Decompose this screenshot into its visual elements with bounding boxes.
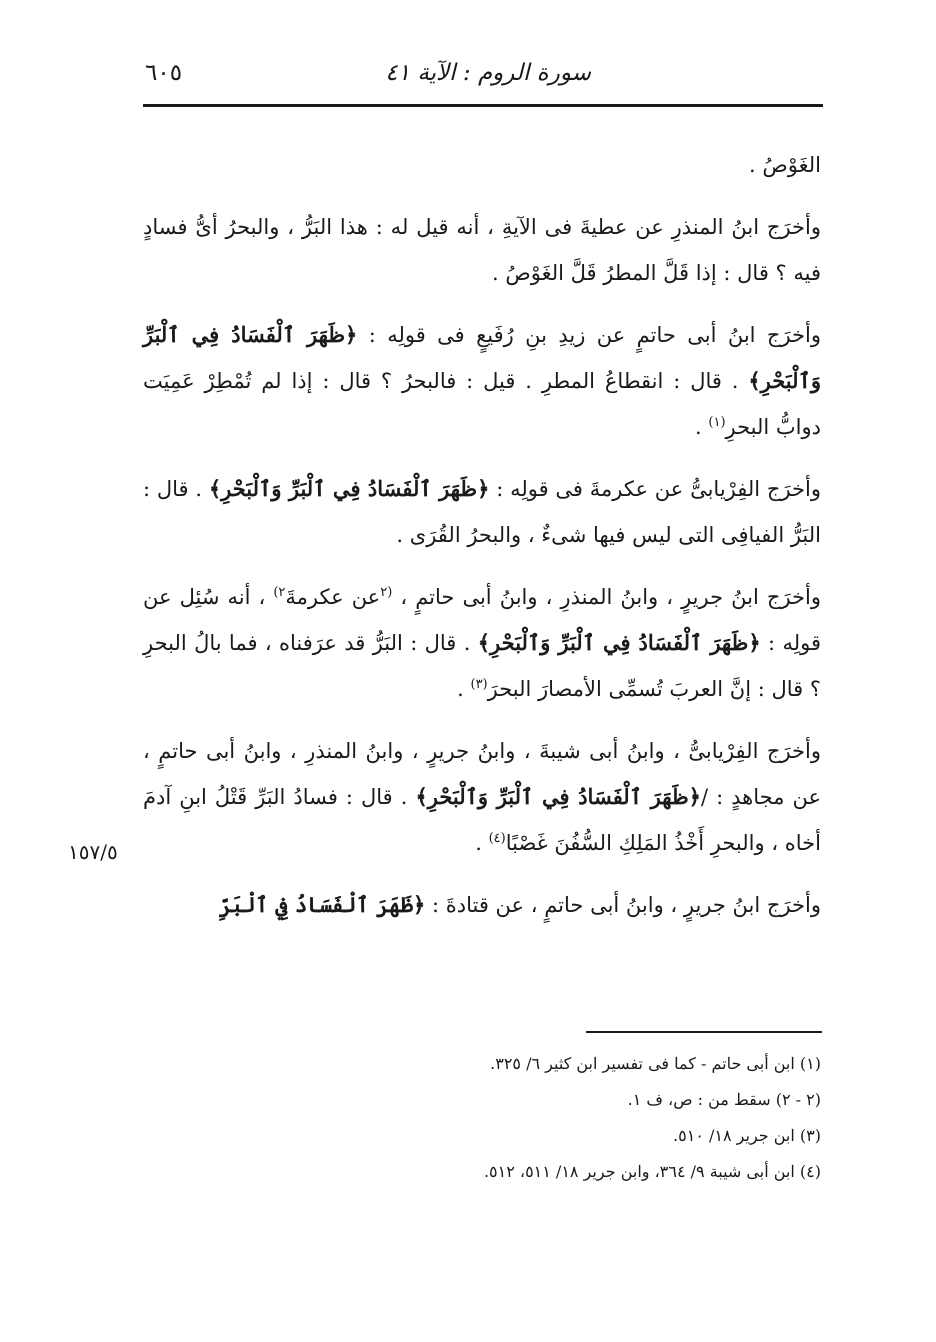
quran-quote: ﴿ظَهَرَ ٱلْفَسَادُ فِي ٱلْبَرِّ وَٱلْبَحْرِ﴾ [208,476,490,501]
paragraph [143,204,821,296]
body-text [143,142,821,944]
quran-quote: ﴿ظَهَرَ ٱلْفَسَادُ فِي ٱلْبَرِّ وَٱلْبَحْرِ﴾ [143,322,821,393]
paragraph [143,466,821,558]
paragraph [143,882,821,928]
margin-reference: ١٥٧/٥ [68,840,118,864]
paragraph-text: . [475,831,489,855]
paragraph [143,142,821,188]
paragraph-text: . قال : انقطاعُ المطرِ . قيل : فالبحرُ ؟ قال : إذا لم تُمْطِرْ عَمِيَت دوابُّ البحرِ [143,369,821,439]
paragraph [143,728,821,866]
footnote-marker: (٤) [488,831,506,846]
paragraph-text: وأخرَج ابنُ جريرٍ ، وابنُ المنذرِ ، وابنُ أبى حاتمٍ ، [392,585,821,609]
footnote-rule [586,1031,822,1033]
paragraph [143,574,821,712]
quran-quote: ﴿ظَهَرَ ٱلْفَسَادُ فِي ٱلْبَرِّ وَٱلْبَحْرِ﴾ [415,784,701,809]
quran-quote: ﴿ظَهَرَ ٱلْفَسَادُ فِي ٱلْبَرِّ [218,892,426,917]
footnote-item: (٤) ابن أبى شيبة ٩/ ٣٦٤، وابن جرير ١٨/ ٥١١، ٥١٢. [483,1162,821,1181]
paragraph-text: . قال : البَرُّ الفيافِى التى ليس فيها شىءٌ ، والبحرُ القُرَى . [143,477,821,547]
footnote-item: (٢ - ٢) سقط من : ص، ف ١. [627,1090,821,1109]
page-header [143,56,821,98]
paragraph-text: ، أنه سُئِل عن قولِه : [143,585,821,655]
paragraph-text: . قال : البَرُّ قد عرَفناه ، فما بالُ البحرِ ؟ قال : إنَّ العربَ تُسمِّى الأمصارَ البحرَ [143,631,821,701]
footnote-marker: (٣) [470,677,488,692]
page-number: ٦٠٥ [145,60,183,86]
footnotes [143,1046,821,1190]
footnote-marker: (٢ [380,585,393,600]
header-rule [143,104,823,107]
paragraph-text: . [695,415,709,439]
footnote-item: (٣) ابن جرير ١٨/ ٥١٠. [673,1126,821,1145]
running-title: سورة الروم : الآية ٤١ [385,60,591,86]
paragraph-text: وأخرَج ابنُ المنذرِ عن عطيةَ فى الآيةِ ، أنه قيل له : هذا البَرُّ ، والبحرُ أىُّ فسادٍ فيه ؟ قال : إذا قَلَّ المطرُ قَلَّ الغَوْصُ . [143,215,821,285]
paragraph-text: . [457,677,471,701]
paragraph [143,312,821,450]
paragraph-text: وأخرَج ابنُ أبى حاتمٍ عن زيدِ بنِ رُفَيعٍ فى قولِه : [357,323,821,347]
paragraph-text: وأخرَج ابنُ جريرٍ ، وابنُ أبى حاتمٍ ، عن قتادةَ : [425,893,821,917]
footnote-marker: ٢) [273,585,286,600]
paragraph-text: عن عكرمةَ [285,585,381,609]
paragraph-text: . قال : فسادُ البَرِّ قَتْلُ ابنِ آدمَ أخاه ، والبحرِ أَخْذُ المَلِكِ السُّفُنَ غَصْبًا [143,785,821,855]
footnote-item: (١) ابن أبى حاتم - كما فى تفسير ابن كثير ٦/ ٣٢٥. [490,1054,821,1073]
quran-quote: ﴿ظَهَرَ ٱلْفَسَادُ فِي ٱلْبَرِّ وَٱلْبَحْرِ﴾ [477,630,761,655]
paragraph-text: وأخرَج الفِرْيابىُّ ، وابنُ أبى شيبةَ ، وابنُ جريرٍ ، وابنُ المنذرِ ، وابنُ أبى حاتمٍ ، عن مجاهدٍ : / [143,739,821,809]
paragraph-text: وأخرَج الفِرْيابىُّ عن عكرمةَ فى قولِه : [489,477,822,501]
paragraph-text: الغَوْصُ . [749,153,821,177]
footnote-marker: (١) [708,415,726,430]
